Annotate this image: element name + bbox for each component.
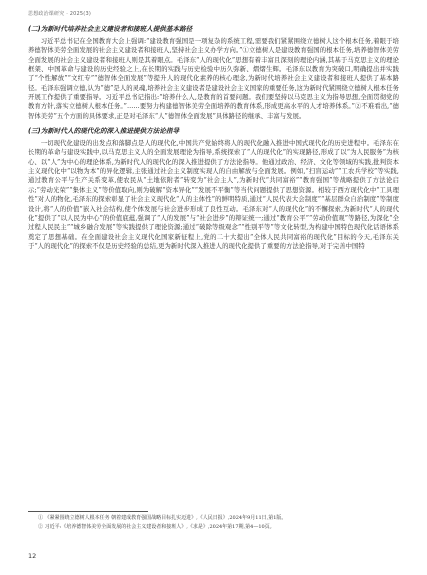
page-number: 12 (28, 552, 37, 560)
section-2-paragraph: 习近平总书记在全国教育大会上强调:“建设教育强国是一项复杂的系统工程,需要我们紧紧围绕立德树人这个根本任务,着眼于培养德智体美劳全面发展的社会主义建设者和接班人,坚持社会主义办学方向。”①立德树人是建设教育强国的根本任务,培养德智体美劳全面发展的社会主义建设者和接班人则是其着眼点。毛泽东“人的现代化”思想有着丰富且深刻的理论内涵,其基于马克思主义的理论框架、中国革命与建设的历史经验之上,在长期的实践与历史检验中历久弥新、熠熠生辉。毛泽东以教育为突破口,明确提出并实践了“个性解放”“文红专”“德智体全面发展”等提升人的现代化素养的核心理念,为新时代培养社会主义建设者和接班人提供了基本路径。毛泽东强调立德,认为“德”是人的灵魂,培养社会主义建设者是建设社会主义国家的重要任务,这为新时代紧围绕立德树人根本任务开展工作提供了重要指导。习近平总书记指出:“培养什么人,是教育的首要问题。我们要坚持以马克思主义为指导思想,全面贯彻党的教育方针,落实立德树人根本任务。”……要努力构建德智体美劳全面培养的教育体系,形成更高水平的人才培养体系。”②不难看出,“德智体美劳”五个方面的具体要求,正是对毛泽东“人”德智体全面发展”具体路径的继承、丰富与发展。 (28, 38, 399, 120)
footnote-2: ② 习近平:《培养德智体美劳全面发展的社会主义建设者和接班人》,《求是》,2024年第17期,第4—10页。 (38, 523, 275, 530)
section-heading-2: (二)为新时代培养社会主义建设者和接班人提供基本路径 (28, 25, 193, 33)
footnote-1: ① 《紧紧围绕立德树人根本任务 朝着建成教育强国战略目标扎实迈进》,《人民日报》,2024年9月11日,第1版。 (38, 515, 287, 521)
footnote-divider (28, 511, 148, 512)
section-3-paragraph: 一切现代化建设的出发点和落脚点是人的现代化,中国共产党始终将人的现代化融入推进中国式现代化的历史进程中。毛泽东在长期的革命与建设实践中,以马克思主义人的全面发展理论为指导,系统探索了“人的现代化”的实现路径,形成了以“为人民服务”为核心、以“人”为中心的理论体系,为新时代人的现代化的深入推进提供了方法论指导。他通过政治、经济、文化等领域的实践,批判资本主义现代化中“以物为本”的异化逻辑,主张通过社会主义制度实现人的自由解放与全面发展。例如,“扫盲运动”“工农兵学校”等实践,通过教育公平与生产关系变革,使农民从“土地依附者”转变为“社会主人”,为新时代“共同富裕”“教育强国”等战略提供了方法论启示;“劳动光荣”“集体主义”等价值取向,则为破解“资本异化”“发展不平衡”等当代问题提供了思想资源。相较于西方现代化中“工具理性”对人的物化,毛泽东的探索彰显了社会主义现代化“人的主体性”的鲜明特质,通过“人民代表大会制度”“基层群众自治制度”等制度设计,将“人的价值”嵌入社会结构,使个体发展与社会进步形成了良性互动。毛泽东对“人的现代化”的不懈探索,为新时代“人的现代化”提供了“以人民为中心”的价值底蕴,强调了“人的发展”与“社会进步”的辩证统一;通过“教育公平”“劳动价值观”等路径,为深化“全过程人民民主”“城乡融合发展”等实践提供了理论资源;通过“破除等级观念”“性别平等”等文化转型,为构建中国特色现代化话语体系奠定了思想基础。在全面建设社会主义现代化国家新征程上,党的二十大提出“全体人民共同富裕的现代化”目标的今天,毛泽东关于“人的现代化”的探索不仅是历史经验的总结,更为新时代深入推进人的现代化提供了重要的方法论指导,对于完善中国特 (28, 140, 399, 250)
running-header: 思想政治课研究 · 2025(3) (28, 11, 91, 17)
section-heading-3: (三)为新时代人的现代化的深入推进提供方法论指导 (28, 127, 180, 136)
footnotes (28, 514, 399, 531)
article-body (28, 24, 399, 251)
